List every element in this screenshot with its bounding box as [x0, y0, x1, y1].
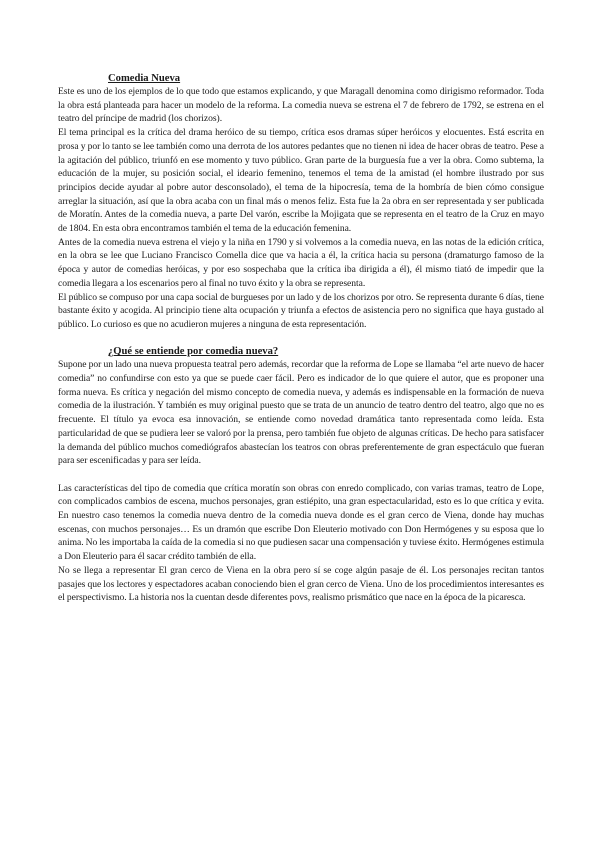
- document-title: Comedia Nueva: [108, 73, 181, 84]
- spacer: [58, 468, 544, 482]
- paragraph: No se llega a representar El gran cerco de Viena en la obra pero sí se coge algún pasaje de él. Los personajes recitan tantos pasajes que los lectores y espectadores acaban conociendo bien el gran cerco de Viena. Uno de los procedimientos interesantes es el perspectivismo. La historia nos la cuentan desde diferentes povs, realismo prismático que nace en la época de la picaresca.: [58, 564, 544, 604]
- document-page: [58, 72, 544, 605]
- paragraph: El público se compuso por una capa social de burgueses por un lado y de los chorizos por otro. Se representa durante 6 días, tiene bastante éxito y acogida. Al principio tiene alta ocupación y triunfa a efectos de asistencia pero no significa que haya gustado al público. Lo curioso es que no acudieron mujeres a ninguna de esta representación.: [58, 291, 544, 330]
- paragraph: Este es uno de los ejemplos de lo que todo que estamos explicando, y que Maragall denomina como dirigismo reformador. Toda la obra está planteada para hacer un modelo de la reforma. La comedia nueva se estrena el 7 de febrero de 1792, se estrena en el teatro del príncipe de madrid (los chorizos).: [58, 86, 544, 125]
- paragraph: El tema principal es la crítica del drama heróico de su tiempo, crítica esos dramas súper heróicos y elocuentes. Está escrita en prosa y por lo tanto se lee también como una derrota de los autores pedantes que no tienen ni idea de hacer obras de teatro. Pese a la agitación del público, triunfó en ese momento y tuvo público. Gran parte de la burguesía fue a ver la obra. Como subtema, la educación de la mujer, su posición social, el ideario femenino, tenemos el tema de la amistad (el hombre ilustrado por sus principios decide ayudar al pobre autor desconsolado), el tema de la hipocresía, tema de la hombría de bien cómo consigue arreglar la situación, así que la obra acaba con un final más o menos feliz. Esta fue la 2a obra en ser representada y ser publicada de Moratín. Antes de la comedia nueva, a parte Del varón, escribe la Mojigata que se representa en el teatro de la Cruz en mayo de 1804. En esta obra encontramos también el tema de la educación femenina.: [58, 127, 544, 235]
- section-subheading: ¿Qué se entiende por comedia nueva?: [108, 346, 279, 358]
- paragraph: Antes de la comedia nueva estrena el viejo y la niña en 1790 y si volvemos a la comedia nueva, en las notas de la edición crítica, en la obra se lee que Luciano Francisco Comella dice que va hacia a él, la crítica hacia su persona (dramaturgo famoso de la época y autor de comedias heróicas, y por eso sospechaba que la crítica iba dirigida a él), él mismo tiató de impedir que la comedia llegara a los escenarios pero al final no tuvo éxito y la obra se representa.: [58, 236, 544, 289]
- paragraph: Las características del tipo de comedia que crítica moratín son obras con enredo complicado, con varias tramas, teatro de Lope, con complicados cambios de escena, muchos personajes, gran estiépito, una gran espectacularidad, esto es lo que crítica y evita. En nuestro caso tenemos la comedia nueva dentro de la comedia nueva donde es el gran cerco de Viena, donde hay muchas escenas, con muchos personajes… Es un dramón que escribe Don Eleuterio motivado con Don Hermógenes y su esposa que lo anima. No les importaba la caída de la comedia si no que pudiesen sacar una compensación y tuviese éxito. Hermógenes estimula a Don Eleuterio para él sacar crédito también de ella.: [58, 482, 544, 563]
- paragraph: Supone por un lado una nueva propuesta teatral pero además, recordar que la reforma de Lope se llamaba “el arte nuevo de hacer comedia” no confundirse con esto ya que se puede caer fácil. Pero es indicador de lo que quiere el autor, que es proponer una forma nueva. Es crítica y negación del mismo concepto de comedia nueva, y además es indispensable en la formación de nueva comedia de la ilustración. Y también es muy original puesto que se trata de un anuncio de teatro dentro del teatro, algo que no es frecuente. El título ya evoca esa innovación, se entiende como novedad dramática tanto representada como leída. Esta particularidad de que se pudiera leer se valoró por la prensa, pero también fue objeto de algunas críticas. De hecho para satisfacer la demanda del público muchos comediógrafos abastecían los teatros con obras preferentemente de gran espectáculo que fueran para ser escenificadas y para ser leída.: [58, 359, 544, 467]
- spacer: [58, 332, 544, 346]
